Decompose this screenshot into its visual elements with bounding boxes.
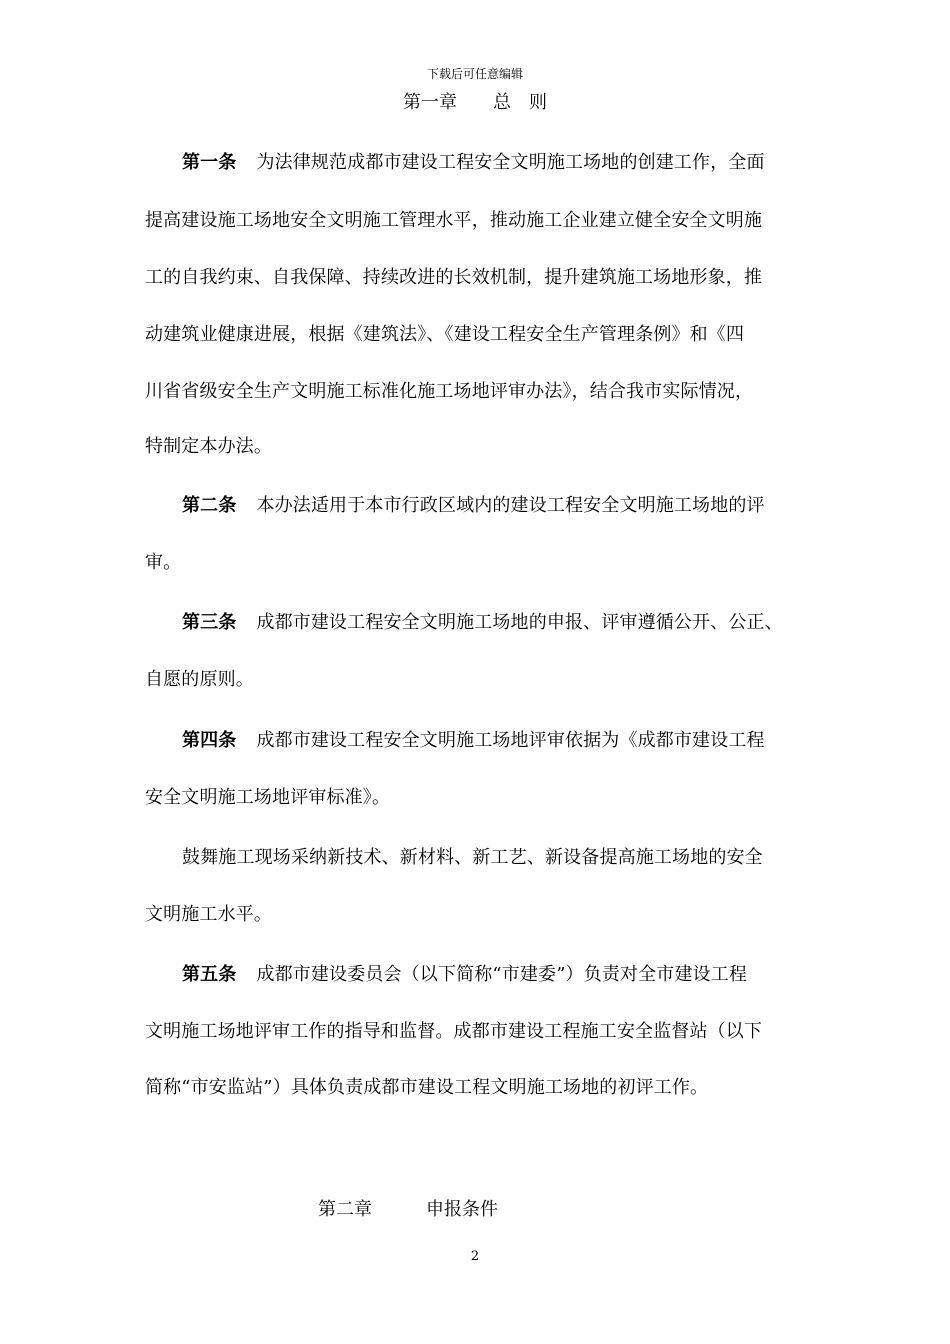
header-note: 下载后可任意编辑 — [426, 67, 523, 81]
article-3-label: 第三条 — [182, 612, 237, 633]
article-1-line: 工的自我约束、自我保障、持续改进的长效机制，提升建筑施工场地形象，推 — [145, 267, 763, 288]
article-4-text: 成都市建设工程安全文明施工场地评审依据为《成都市建设工程 — [256, 730, 765, 751]
article-2-label: 第二条 — [182, 495, 237, 516]
page-number: 2 — [470, 1249, 480, 1264]
article-4-label: 第四条 — [182, 730, 237, 751]
article-2-first-line — [182, 494, 765, 518]
article-1-line: 提高建设施工场地安全文明施工管理水平，推动施工企业建立健全安全文明施 — [145, 210, 763, 231]
article-2-text: 本办法适用于本市行政区域内的建设工程安全文明施工场地的评 — [256, 495, 765, 516]
article-1-line: 特制定本办法。 — [145, 436, 273, 457]
chapter-1-title: 第一章 总 则 — [403, 92, 547, 113]
article-5-text: 成都市建设委员会（以下简称“市建委”）负责对全市建设工程 — [256, 964, 748, 985]
article-4-first-line — [182, 729, 765, 753]
article-2-line: 审。 — [145, 552, 182, 573]
article-4-line: 安全文明施工场地评审标准》。 — [145, 787, 391, 808]
article-5-line: 简称“市安监站”）具体负责成都市建设工程文明施工场地的初评工作。 — [145, 1077, 709, 1098]
article-3-first-line — [182, 611, 783, 635]
encourage-paragraph-line: 文明施工水平。 — [145, 904, 273, 925]
article-1-text: 为法律规范成都市建设工程安全文明施工场地的创建工作，全面 — [256, 152, 765, 173]
article-1-label: 第一条 — [182, 152, 237, 173]
chapter-2-title: 第二章 申报条件 — [318, 1199, 498, 1220]
article-1-first-line — [182, 151, 765, 175]
article-5-first-line — [182, 963, 747, 987]
article-1-line: 川省省级安全生产文明施工标准化施工场地评审办法》，结合我市实际情况， — [145, 381, 754, 402]
article-5-label: 第五条 — [182, 964, 237, 985]
article-1-line: 动建筑业健康进展，根据《建筑法》、《建设工程安全生产管理条例》和《四 — [145, 324, 745, 345]
article-5-line: 文明施工场地评审工作的指导和监督。成都市建设工程施工安全监督站（以下 — [145, 1021, 763, 1042]
article-3-line: 自愿的原则。 — [145, 669, 254, 690]
article-3-text: 成都市建设工程安全文明施工场地的申报、评审遵循公开、公正、 — [256, 612, 783, 633]
encourage-paragraph-line: 鼓舞施工现场采纳新技术、新材料、新工艺、新设备提高施工场地的安全 — [182, 847, 763, 868]
